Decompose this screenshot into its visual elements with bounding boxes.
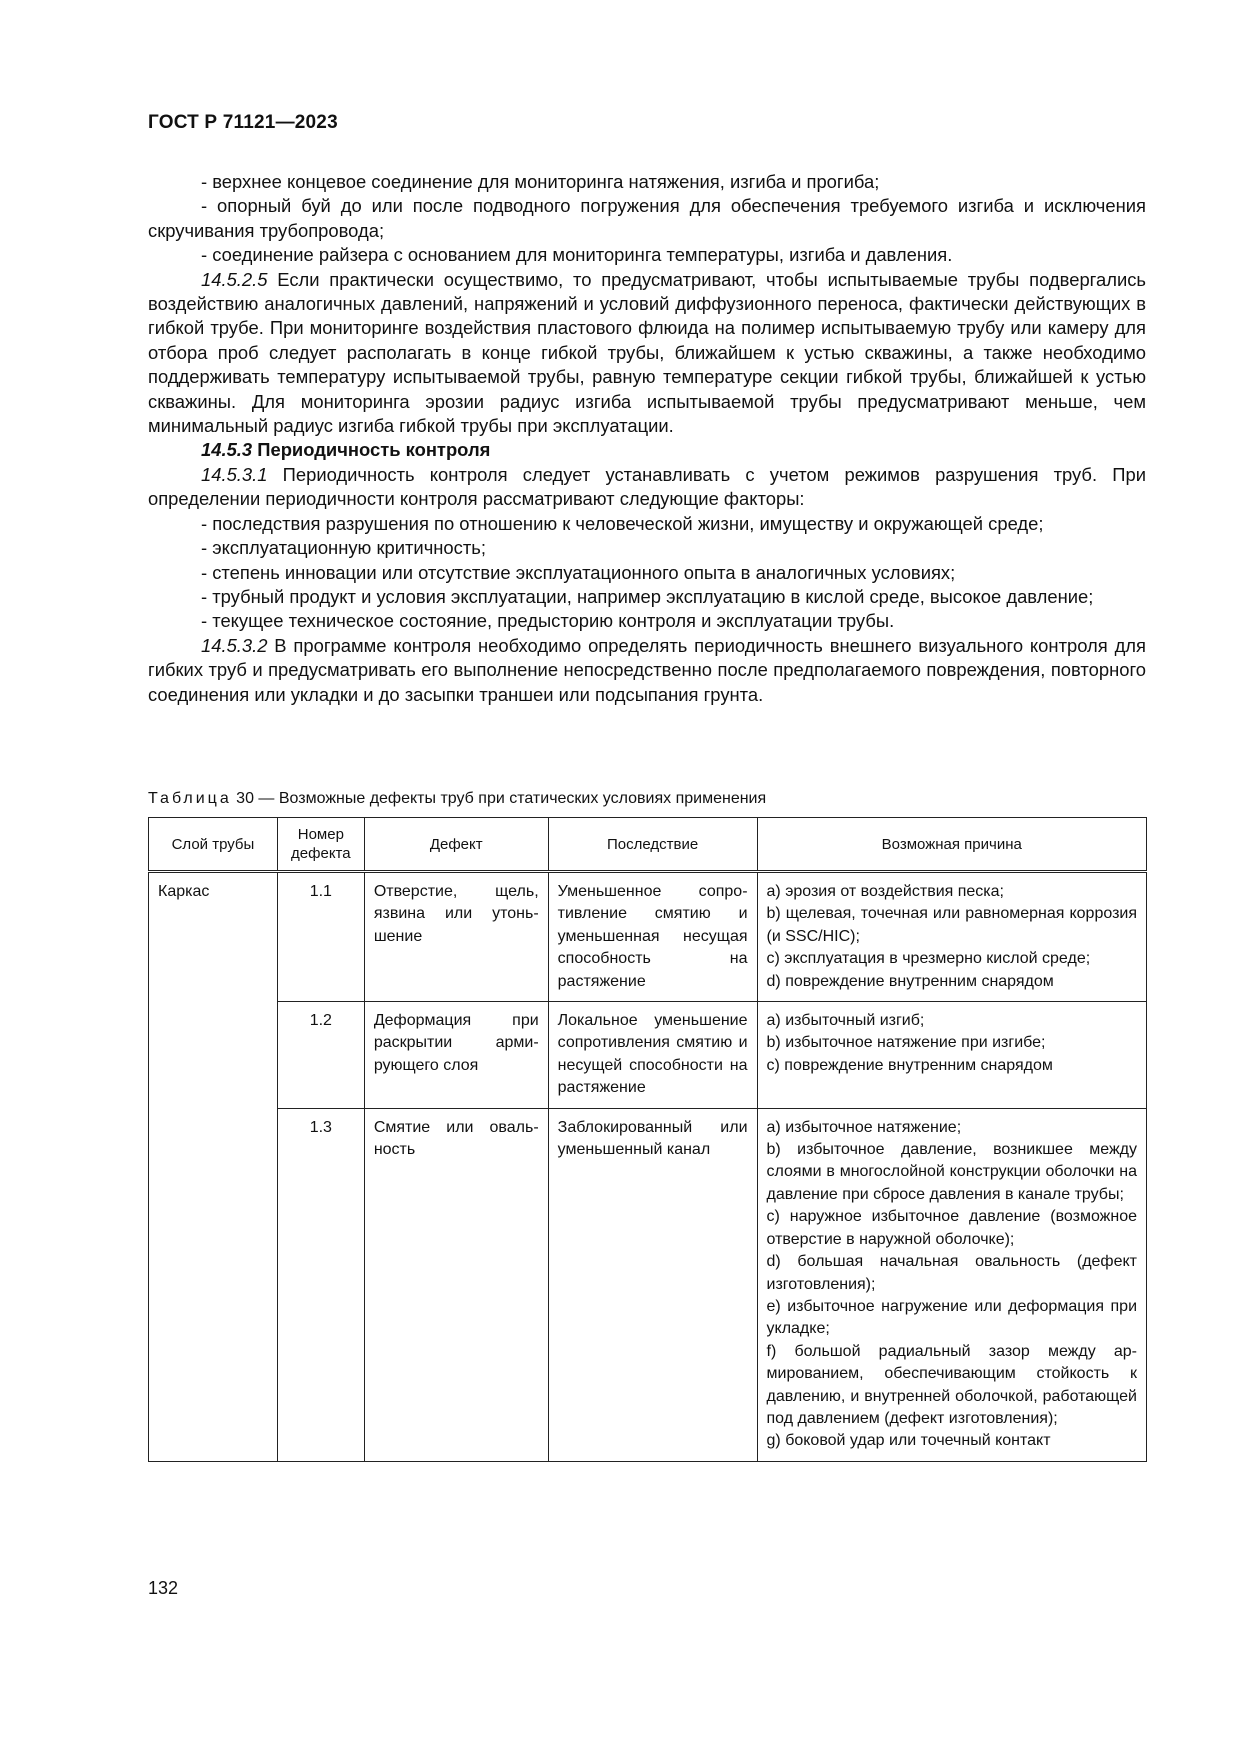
cause-item: b) избыточное натяжение при изгибе; xyxy=(766,1034,1046,1052)
header-layer: Слой трубы xyxy=(149,818,278,872)
table-caption-label: Таблица xyxy=(148,790,232,807)
cause-item: a) избыточный изгиб; xyxy=(766,1012,925,1030)
cause-item: a) эрозия от воздействия песка; xyxy=(766,883,1004,900)
consequence-cell: Заблокированный или уменьшенный канал xyxy=(548,1108,757,1461)
header-defect: Дефект xyxy=(364,818,548,872)
table-row xyxy=(149,1108,1147,1461)
clause-number: 14.5.3 xyxy=(201,439,253,461)
document-header: ГОСТ Р 71121—2023 xyxy=(148,112,338,133)
paragraph: - опорный буй до или после подводного погружения для обеспечения требуемого изгиба и исключения скручивания трубопровода; xyxy=(148,195,1146,241)
paragraph: - соединение райзера с основанием для мониторинга температуры, изгиба и давления. xyxy=(201,244,953,266)
cause-item: d) большая начальная овальность (дефект изготовления); xyxy=(766,1253,1137,1293)
header-consequence: Последствие xyxy=(548,818,757,872)
paragraph: - последствия разрушения по отношению к человеческой жизни, имуществу и окружающей среде; xyxy=(201,512,1044,534)
clause-number: 14.5.3.1 xyxy=(201,463,268,485)
paragraph: - степень инновации или отсутствие эксплуатационного опыта в аналогичных условиях; xyxy=(201,561,956,583)
table-header-row xyxy=(149,818,1147,872)
consequence-cell: Локальное уменьшение сопротивления смятию и несущей способности на растяжение xyxy=(548,1002,757,1109)
paragraph: - верхнее концевое соединение для мониторинга натяжения, изгиба и прогиба; xyxy=(201,171,880,192)
defect-cell: Смятие или овальность xyxy=(364,1108,548,1461)
paragraph: - текущее техническое состояние, предысторию контроля и эксплуатации трубы. xyxy=(201,610,895,632)
paragraph xyxy=(148,463,1146,512)
section-heading xyxy=(148,438,1146,462)
cause-item: c) эксплуатация в чрезмерно кислой среде; xyxy=(766,950,1091,968)
body-text xyxy=(148,170,1146,707)
cause-item: d) повреждение внутренним снарядом xyxy=(766,972,1054,990)
page-number: 132 xyxy=(148,1578,179,1598)
clause-number: 14.5.3.2 xyxy=(201,634,268,656)
clause-text: Если практически осуществимо, то предусматривают, чтобы испытываемые трубы подвергались воздействию аналогичных давлений, напряжений и условий диффузионного переноса, фактически действующих в гибкой трубе. При мониторинге воздействия пластового флюида на полимер испытываемую трубу или камеру для отбора проб следует располагать в конце гибкой трубы, ближайшем к устью скважины, а также необходимо поддерживать температуру испытываемой трубы, равную температуре секции гибкой трубы, ближайшей к устью скважины. Для мониторинга эрозии радиус изгиба испытываемой трубы предусматривают меньше, чем минимальный радиус изгиба гибкой трубы при эксплуатации. xyxy=(148,268,1146,437)
defect-cell: Отверстие, щель, язвина или утоньшение xyxy=(364,872,548,1002)
defect-number: 1.1 xyxy=(277,872,364,1002)
header-number: Номер дефекта xyxy=(277,818,364,872)
clause-text: Периодичность контроля следует устанавливать с учетом режимов разрушения труб. При определении периодичности контроля рассматривают следующие факторы: xyxy=(148,463,1146,510)
cause-cell xyxy=(757,1108,1146,1461)
defect-cell: Деформация при раскрытии армирующего слоя xyxy=(364,1002,548,1109)
header-cause: Возможная причина xyxy=(757,818,1146,872)
cause-item: b) щелевая, точечная или равномерная коррозия (и SSC/HIC); xyxy=(766,905,1137,945)
defect-number: 1.3 xyxy=(277,1108,364,1461)
clause-number: 14.5.2.5 xyxy=(201,268,268,290)
table-row xyxy=(149,872,1147,1002)
table-row xyxy=(149,1002,1147,1109)
table-caption-text: 30 — Возможные дефекты труб при статических условиях применения xyxy=(231,790,767,807)
cause-item: b) избыточное давление, возникшее между слоями в многослойной конструкции оболочки на давление при сбросе давления в канале трубы; xyxy=(766,1141,1137,1203)
cause-item: c) наружное избыточное давление (возможное отверстие в наружной оболочке); xyxy=(766,1208,1137,1248)
cause-item: g) боковой удар или точечный контакт xyxy=(766,1432,1051,1450)
paragraph xyxy=(148,634,1146,707)
paragraph xyxy=(148,268,1146,439)
consequence-cell: Уменьшенное сопротивление смятию и уменьшенная несущая способность на растяжение xyxy=(548,872,757,1002)
section-title: Периодичность контроля xyxy=(252,439,491,461)
defects-table xyxy=(148,817,1147,1462)
cause-item: f) большой радиальный зазор между армированием, обеспечивающим стойкость к давлению, и внутренней оболочкой, работающей под давлением (дефект изготовления); xyxy=(766,1342,1137,1427)
clause-text: В программе контроля необходимо определять периодичность внешнего визуального контроля для гибких труб и предусматривать его выполнение непосредственно после предполагаемого повреждения, повторного соединения или укладки и до засыпки траншеи или подсыпания грунта. xyxy=(148,634,1146,705)
cause-cell xyxy=(757,1002,1146,1109)
cause-item: a) избыточное натяжение; xyxy=(766,1118,962,1136)
table-caption xyxy=(148,789,766,809)
defect-number: 1.2 xyxy=(277,1002,364,1109)
cause-item: c) повреждение внутренним снарядом xyxy=(766,1056,1053,1074)
paragraph: - эксплуатационную критичность; xyxy=(201,537,486,559)
cause-cell xyxy=(757,872,1146,1002)
paragraph: - трубный продукт и условия эксплуатации, например эксплуатацию в кислой среде, высокое давление; xyxy=(201,585,1094,607)
cause-item: e) избыточное нагружение или деформация при укладке; xyxy=(766,1297,1137,1338)
layer-cell: Каркас xyxy=(149,872,278,1462)
